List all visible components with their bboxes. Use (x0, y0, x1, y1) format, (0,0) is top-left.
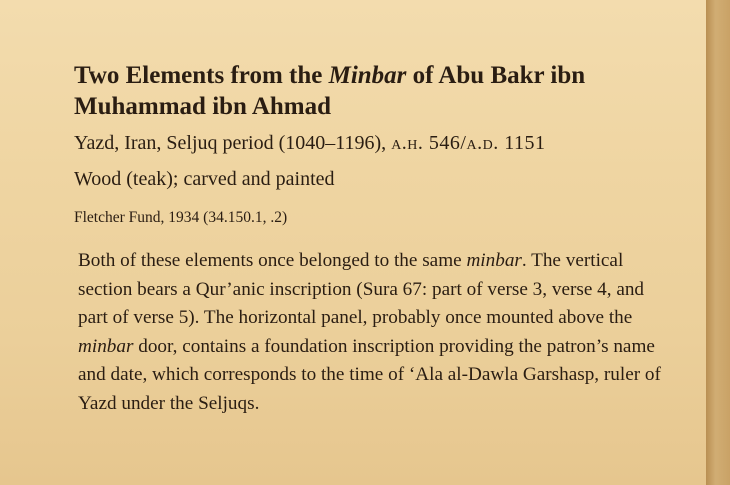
title-italic-minbar: Minbar (328, 62, 407, 89)
title-text-line2: Muhammad ibn Ahmad (74, 93, 332, 120)
date-ad: a.d. 1151 (466, 132, 546, 154)
place-period: Yazd, Iran, Seljuq period (1040–1196), (74, 132, 392, 154)
description-text-1: Both of these elements once belonged to the same (78, 250, 467, 271)
date-ah: a.h. 546/ (391, 132, 467, 154)
object-title (74, 60, 674, 122)
title-text-1: Two Elements from the (74, 62, 329, 89)
medium-line: Wood (teak); carved and painted (74, 168, 335, 190)
provenance-line (74, 131, 694, 155)
description-text-2: . The vertical section bears a Qur’anic inscription (Sura 67: part of verse 3, verse 4, and part of verse 5). The horizontal panel, probably once mounted above the (78, 250, 645, 329)
label-edge-shadow (706, 0, 730, 485)
description-italic-2: minbar (78, 335, 134, 357)
description-text-3: door, contains a foundation inscription providing the patron’s name and date, which corresponds to the time of ‘Ala al-Dawla Garshasp, ruler of Yazd under the Seljuqs. (78, 335, 661, 414)
credit-line: Fletcher Fund, 1934 (34.150.1, .2) (74, 209, 288, 226)
description-paragraph (78, 247, 678, 419)
title-text-2: of Abu Bakr ibn (406, 62, 586, 89)
description-italic-1: minbar (466, 250, 522, 271)
